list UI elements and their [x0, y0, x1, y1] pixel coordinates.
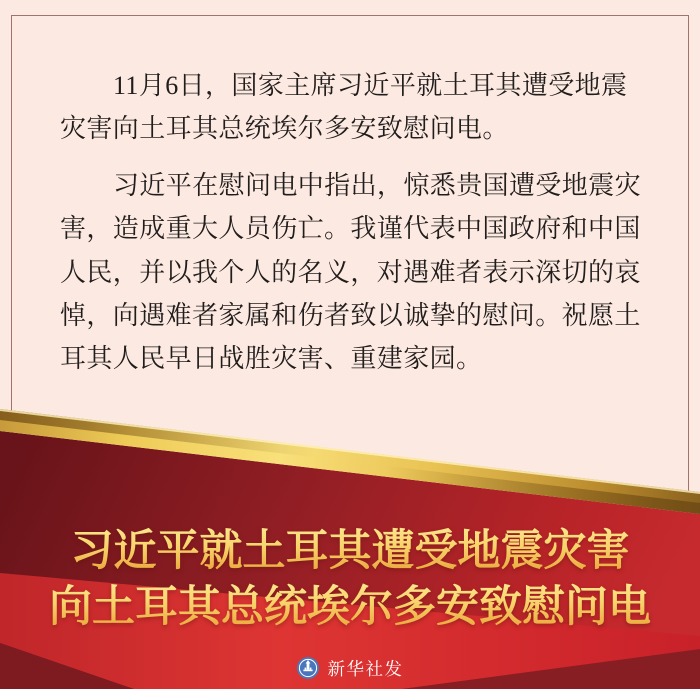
article-line: 耳其人民早日战胜灾害、重建家园。 — [60, 344, 483, 374]
article-line: 11月6日，国家主席习近平就土耳其遭受地震 — [113, 71, 628, 100]
headline — [0, 524, 700, 636]
article-line: 悼，向遇难者家属和伤者致以诚挚的慰问。祝愿土 — [60, 301, 641, 331]
headline-line: 向土耳其总统埃尔多安致慰问电 — [0, 580, 700, 636]
article-paragraph — [60, 164, 660, 381]
xinhua-emblem-icon — [297, 657, 319, 679]
article-paragraph — [60, 64, 660, 151]
credit-label: 新华社发 — [327, 658, 404, 679]
footer-credit — [0, 654, 700, 682]
article-line: 害，造成重大人员伤亡。我谨代表中国政府和中国 — [60, 214, 641, 244]
headline-line: 习近平就土耳其遭受地震灾害 — [0, 524, 700, 580]
article-line: 习近平在慰问电中指出，惊悉贵国遭受地震灾 — [113, 170, 642, 200]
article-line: 人民，并以我个人的名义，对遇难者表示深切的哀 — [60, 257, 641, 287]
article-text — [60, 64, 660, 381]
article-line: 灾害向土耳其总统埃尔多安致慰问电。 — [60, 114, 509, 144]
